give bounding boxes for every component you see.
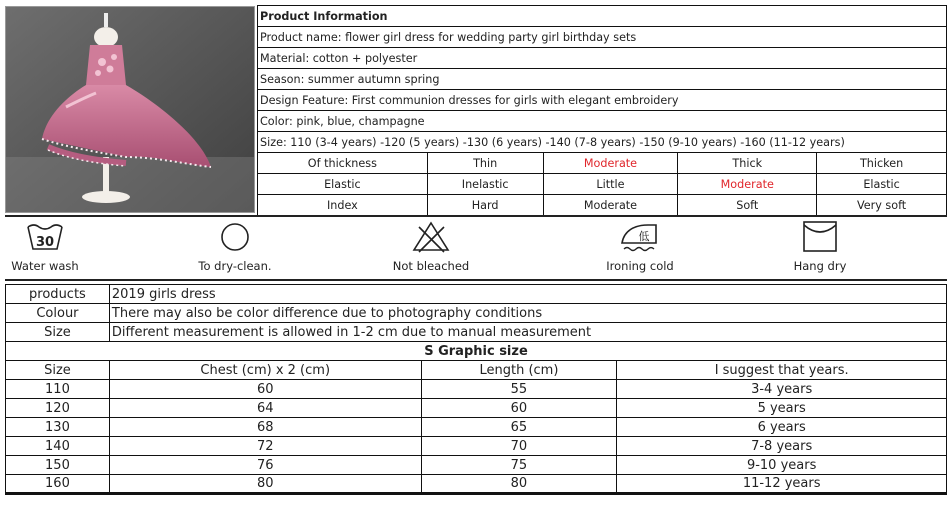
product-info-table [257,5,947,216]
grid-cell: Little [543,174,678,195]
product-info-header: Product Information [258,6,947,27]
cell: 70 [421,437,617,456]
note-label: products [6,285,110,304]
grid-cell: Of thickness [258,153,428,174]
note-label: Colour [6,304,110,323]
cell: 6 years [617,418,947,437]
grid-cell: Soft [678,195,817,216]
cell: 11-12 years [617,475,947,494]
note-text: Different measurement is allowed in 1-2 cm due to manual measurement [109,323,946,342]
grid-cell: Very soft [817,195,947,216]
info-row-season: Season: summer autumn spring [258,69,947,90]
note-row [6,323,947,342]
wash-temp: 30 [35,235,55,250]
info-row-material: Material: cotton + polyester [258,48,947,69]
note-label: Size [6,323,110,342]
info-row-color: Color: pink, blue, champagne [258,111,947,132]
note-text: There may also be color difference due to photography conditions [109,304,946,323]
table-row [6,437,947,456]
water-wash-icon [25,219,65,253]
note-text: 2019 girls dress [109,285,946,304]
care-hang-dry [780,219,860,273]
cell: 60 [421,399,617,418]
column-header: Length (cm) [421,361,617,380]
grid-cell: Index [258,195,428,216]
cell: 140 [6,437,110,456]
cell: 9-10 years [617,456,947,475]
cell: 75 [421,456,617,475]
size-chart-table [5,284,947,495]
care-label: To dry-clean. [198,259,272,273]
table-row [6,380,947,399]
size-chart-title: S Graphic size [6,342,947,361]
note-row [6,285,947,304]
grid-cell-highlighted: Moderate [678,174,817,195]
product-photo [5,6,255,213]
index-row [258,195,947,216]
thickness-row [258,153,947,174]
cell: 68 [109,418,421,437]
cell: 150 [6,456,110,475]
cell: 64 [109,399,421,418]
hang-dry-icon [800,219,840,253]
elastic-row [258,174,947,195]
table-row [6,418,947,437]
grid-cell: Moderate [543,195,678,216]
table-row [6,456,947,475]
grid-cell: Elastic [817,174,947,195]
cell: 160 [6,475,110,494]
grid-cell: Thicken [817,153,947,174]
grid-cell: Inelastic [427,174,543,195]
note-row [6,304,947,323]
iron-glyph: 低 [638,230,650,243]
grid-cell: Thin [427,153,543,174]
cell: 72 [109,437,421,456]
care-dry-clean [190,219,280,273]
info-row-design: Design Feature: First communion dresses for girls with elegant embroidery [258,90,947,111]
care-water-wash [5,219,85,273]
column-header: Size [6,361,110,380]
care-label: Water wash [11,259,79,273]
cell: 120 [6,399,110,418]
not-bleached-icon [411,219,451,253]
cell: 55 [421,380,617,399]
column-header: Chest (cm) x 2 (cm) [109,361,421,380]
cell: 110 [6,380,110,399]
cell: 80 [109,475,421,494]
cell: 60 [109,380,421,399]
cell: 130 [6,418,110,437]
care-label: Not bleached [392,259,470,273]
care-label: Hang dry [793,259,847,273]
column-header: I suggest that years. [617,361,947,380]
size-chart-header-row [6,361,947,380]
cell: 5 years [617,399,947,418]
grid-cell-highlighted: Moderate [543,153,678,174]
care-not-bleached [385,219,477,273]
dry-clean-icon [215,219,255,253]
cell: 3-4 years [617,380,947,399]
grid-cell: Hard [427,195,543,216]
table-row [6,399,947,418]
iron-cold-icon [618,219,662,253]
cell: 7-8 years [617,437,947,456]
care-iron-cold [595,219,685,273]
grid-cell: Elastic [258,174,428,195]
cell: 65 [421,418,617,437]
grid-cell: Thick [678,153,817,174]
cell: 80 [421,475,617,494]
cell: 76 [109,456,421,475]
care-symbols-band [5,215,947,281]
table-row [6,475,947,494]
care-label: Ironing cold [606,259,674,273]
info-row-size: Size: 110 (3-4 years) -120 (5 years) -130 (6 years) -140 (7-8 years) -150 (9-10 years) -160 (11-12 years) [258,132,947,153]
info-row-product-name: Product name: flower girl dress for wedding party girl birthday sets [258,27,947,48]
